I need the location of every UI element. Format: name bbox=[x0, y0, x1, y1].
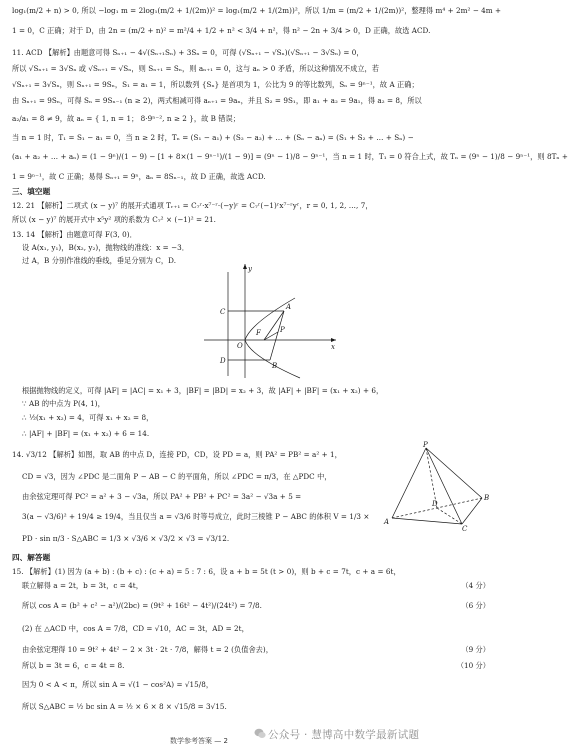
page-footer-label: 数学参考答案 — 2 bbox=[170, 737, 228, 745]
q13-line-1: 13. 14 【解析】由题意可得 F(3, 0)． bbox=[12, 230, 137, 239]
q15-line-5 bbox=[22, 645, 490, 655]
label-c: C bbox=[220, 308, 226, 316]
q13-line-2: 设 A(x₁, y₁)，B(x₂, y₂)，抛物线的准线：x = −3． bbox=[22, 243, 189, 252]
q10-line-1: log₁(m/2 + n) > 0, 所以 −log₁ m = 2log₁(m/2 + 1/(2m))² = log₁(m/2 + 1/(2m))²，所以 1/m = (m/2 + 1/(2m))²，整理得 m⁴ + 2m² − 4m + bbox=[12, 6, 502, 15]
q15-line-1: 15. 【解析】(1) 因为 (a + b) : (b + c) : (c + a) = 5 : 7 : 6，设 a + b = 5t (t > 0)，则 b + c = 7t，c + a = 6t， bbox=[12, 567, 401, 576]
edge-bc bbox=[462, 498, 482, 524]
section-3-heading: 三、填空题 bbox=[12, 187, 51, 196]
q13-line-3: 过 A，B 分别作准线的垂线，垂足分别为 C，D. bbox=[22, 256, 177, 265]
section-4-heading: 四、解答题 bbox=[12, 553, 51, 562]
watermark-text: 公众号 · 慧博高中数学最新试题 bbox=[268, 729, 420, 741]
label-b: B bbox=[272, 362, 278, 370]
label-a: A bbox=[384, 518, 390, 526]
q14-line-2: CD = √3，因为 ∠PDC 是二面角 P − AB − C 的平面角，所以 ∠PDC = π/3，在 △PDC 中， bbox=[22, 472, 332, 481]
score-6: （6 分） bbox=[461, 601, 490, 610]
label-d: D bbox=[220, 357, 226, 365]
q13-line-4: 根据抛物线的定义，可得 |AF| = |AC| = x₁ + 3，|BF| = |BD| = x₂ + 3，故 |AF| + |BF| = (x₁ + x₂) + 6， bbox=[22, 386, 384, 395]
q10-line-2: 1 = 0，C 正确；对于 D，由 2n = (m/2 + n)² = m²/4 + 1/2 + n² < 3/4 + n²，得 n² − 2n + 3/4 > 0，D 正确，故选 ACD. bbox=[12, 26, 431, 35]
q15-line-6-text: 所以 b = 3t = 6，c = 4t = 8. bbox=[22, 661, 125, 670]
q15-line-2-text: 联立解得 a = 2t，b = 3t，c = 4t， bbox=[22, 581, 143, 590]
y-axis-arrow bbox=[243, 264, 247, 269]
score-4: （4 分） bbox=[461, 581, 490, 590]
q14-line-5: PD · sin π/3 · S△ABC = 1/3 × √3/6 × √3/2 × √3 = √3/12. bbox=[22, 534, 230, 543]
segment-pd-hidden bbox=[426, 448, 437, 508]
label-c: C bbox=[462, 525, 468, 533]
q15-line-8: 所以 S△ABC = ½ bc sin A = ½ × 6 × 8 × √15/8 = 3√15. bbox=[22, 702, 227, 711]
label-x: x bbox=[331, 343, 335, 351]
label-f: F bbox=[256, 329, 261, 337]
label-p: P bbox=[280, 326, 285, 334]
label-p: P bbox=[423, 441, 428, 449]
edge-ac bbox=[392, 518, 462, 524]
x-axis-arrow bbox=[331, 338, 336, 342]
label-a: A bbox=[286, 303, 292, 311]
q14-line-3: 由余弦定理可得 PC² = a² + 3 − √3a，所以 PA² + PB² + PC² = 3a² − √3a + 5 = bbox=[22, 492, 302, 501]
q11-line-1: 11. ACD 【解析】由题意可得 Sₙ₊₁ − 4√(Sₙ₊₁Sₙ) + 3Sₙ = 0，可得 (√Sₙ₊₁ − √Sₙ)(√Sₙ₊₁ − 3√Sₙ) = 0， bbox=[12, 48, 364, 57]
label-o: O bbox=[237, 342, 243, 350]
q14-line-1: 14. √3/12 【解析】如图，取 AB 的中点 D，连接 PD，CD，设 PD = a，则 PA² = PB² = a² + 1， bbox=[12, 450, 342, 459]
q11-line-6: 当 n = 1 时，T₁ = S₁ − a₁ = 0，当 n ≥ 2 时，Tₙ = (S₁ − a₁) + (S₂ − a₂) + … + (Sₙ − aₙ) = (S₁ + S₂ + … + Sₙ) − bbox=[12, 133, 414, 142]
q13-line-5: ∵ AB 的中点为 P(4, 1)， bbox=[22, 399, 105, 408]
q11-line-5: a₂/a₁ = 8 ≠ 9，故 aₙ = { 1, n = 1； 8·9ⁿ⁻², n ≥ 2 }，故 B 错误； bbox=[12, 114, 241, 123]
q11-line-7: (a₁ + a₂ + … + aₙ) = (1 − 9ⁿ)/(1 − 9) − [1 + 8×(1 − 9ⁿ⁻¹)/(1 − 9)] = (9ⁿ − 1)/8 − 9ⁿ⁻¹，当 n = 1 时，T₁ = 0 符合上式，故 Tₙ = (9ⁿ − 1)/8 − 9ⁿ⁻¹，则 8Tₙ + bbox=[12, 152, 568, 161]
label-b: B bbox=[484, 494, 490, 502]
q15-line-4: (2) 在 △ACD 中，cos A = 7/8，CD = √10，AC = 3t，AD = 2t， bbox=[22, 624, 249, 633]
q11-line-2: 所以 √Sₙ₊₁ = 3√Sₙ 或 √Sₙ₊₁ = √Sₙ，则 Sₙ₊₁ = Sₙ，则 aₙ₊₁ = 0，这与 aₙ > 0 矛盾，所以这种情况不成立，若 bbox=[12, 64, 380, 73]
edge-pb bbox=[426, 448, 482, 498]
wechat-icon bbox=[254, 728, 266, 739]
label-y: y bbox=[248, 265, 252, 273]
q15-line-5-text: 由余弦定理得 10 = 9t² + 4t² − 2 × 3t · 2t · 7/8，解得 t = 2 (负值舍去)， bbox=[22, 645, 274, 654]
q11-line-3: √Sₙ₊₁ = 3√Sₙ，则 Sₙ₊₁ = 9Sₙ，S₁ = a₁ = 1，所以数列 {Sₙ} 是首项为 1，公比为 9 的等比数列，Sₙ = 9ⁿ⁻¹，故 A 正确； bbox=[12, 80, 419, 89]
q11-line-8: 1 = 9ⁿ⁻¹，故 C 正确；易得 Sₙ₊₁ = 9ⁿ，aₙ = 8Sₙ₋₁，故 D 正确，故选 ACD. bbox=[12, 172, 266, 181]
tetrahedron-figure bbox=[384, 440, 494, 532]
q15-line-3 bbox=[22, 601, 490, 611]
q12-line-1: 12. 21 【解析】二项式 (x − y)⁷ 的展开式通项 Tᵣ₊₁ = C₇ʳ·x⁷⁻ʳ·(−y)ʳ = C₇ʳ(−1)ʳx⁷⁻ʳyʳ，r = 0, 1, 2, …, 7， bbox=[12, 201, 373, 210]
label-d: D bbox=[432, 500, 438, 508]
q15-line-7: 因为 0 < A < π，所以 sin A = √(1 − cos²A) = √15/8， bbox=[22, 680, 214, 689]
q11-line-4: 由 Sₙ₊₁ = 9Sₙ，可得 Sₙ = 9Sₙ₋₁ (n ≥ 2)，两式相减可得 aₙ₊₁ = 9aₙ，并且 S₂ = 9S₁，即 a₁ + a₂ = 9a₁，得 a₂ = 8，所以 bbox=[12, 96, 422, 105]
parabola-figure bbox=[190, 262, 340, 380]
score-9: （9 分） bbox=[461, 645, 490, 654]
q14-line-4: 3(a − √3/6)² + 19/4 ≥ 19/4，当且仅当 a = √3/6 时等号成立，此时三棱锥 P − ABC 的体积 V = 1/3 × bbox=[22, 512, 370, 521]
edge-pa bbox=[392, 448, 426, 518]
q13-line-7: ∴ |AF| + |BF| = (x₁ + x₂) + 6 = 14. bbox=[22, 429, 150, 438]
q15-line-2 bbox=[22, 581, 490, 591]
q13-line-6: ∴ ½(x₁ + x₂) = 4，可得 x₁ + x₂ = 8， bbox=[22, 413, 154, 422]
q12-line-2: 所以 (x − y)⁷ 的展开式中 x⁵y² 项的系数为 C₇² × (−1)² = 21. bbox=[12, 215, 217, 224]
q15-line-3-text: 所以 cos A = (b² + c² − a²)/(2bc) = (9t² + 16t² − 4t²)/(24t²) = 7/8. bbox=[22, 601, 263, 610]
score-10: （10 分） bbox=[456, 661, 490, 670]
edge-pc bbox=[426, 448, 462, 524]
q15-line-6 bbox=[22, 661, 490, 671]
